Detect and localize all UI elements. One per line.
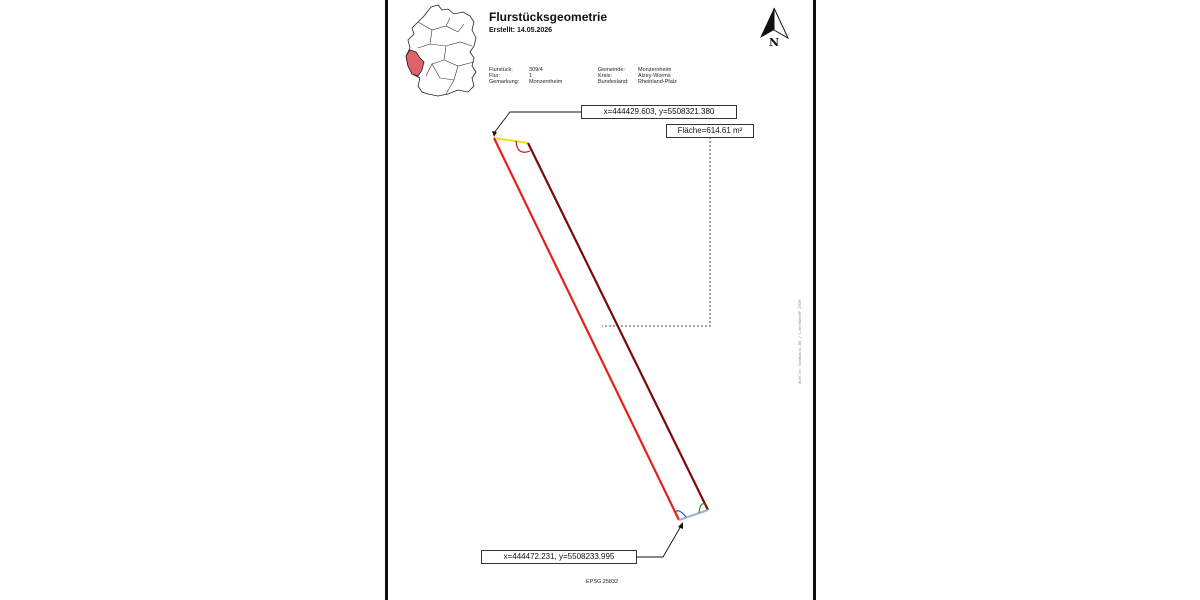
north-label: N: [769, 36, 780, 49]
parcel-edge-east: [528, 143, 708, 510]
info-label: Gemarkung:: [489, 79, 520, 85]
area-label: Fläche=614.61 m²: [666, 124, 754, 138]
page-title: Flurstücksgeometrie: [489, 10, 608, 24]
parcel-info-left: [489, 67, 562, 85]
parcel-edge-west: [494, 138, 679, 520]
info-label: Flurstück:: [489, 67, 513, 73]
info-label: Flur:: [489, 73, 500, 79]
info-value: Alzey-Worms: [638, 73, 671, 79]
top-coordinate-label: x=444429.603, y=5508321.380: [581, 105, 737, 119]
info-value: 309/4: [529, 67, 543, 73]
source-attribution: Quelle: GeoBasis-DE / LVermGeoRP 2026: [797, 299, 802, 384]
right-frame-border: [813, 0, 816, 600]
germany-locator-map: [406, 5, 476, 96]
info-value: 1: [529, 73, 533, 79]
parcel-edge-south: [679, 510, 708, 520]
info-label: Kreis:: [598, 73, 613, 79]
info-row: [489, 79, 562, 85]
leader-area: [602, 137, 710, 326]
bottom-coordinate-label: x=444472.231, y=5508233.995: [481, 550, 637, 564]
parcel-edge-north: [494, 138, 528, 143]
epsg-label: EPSG:25832: [586, 579, 619, 585]
map-sheet: [388, 0, 813, 600]
info-label: Gemeinde:: [598, 67, 625, 73]
info-value: Monzernheim: [638, 67, 672, 73]
north-arrow-icon: [760, 8, 788, 38]
info-value: Monzernheim: [529, 79, 563, 85]
created-date: Erstellt: 14.05.2026: [489, 27, 553, 34]
info-value: Rheinland-Pfalz: [638, 79, 677, 85]
info-row: [598, 79, 677, 85]
parcel-info-right: [598, 67, 677, 85]
info-label: Bundesland:: [598, 79, 629, 85]
leader-top-coordinate: [492, 112, 581, 137]
leader-bottom-coordinate: [636, 522, 683, 557]
parcel-map: [388, 0, 813, 600]
germany-outline: [406, 5, 476, 96]
